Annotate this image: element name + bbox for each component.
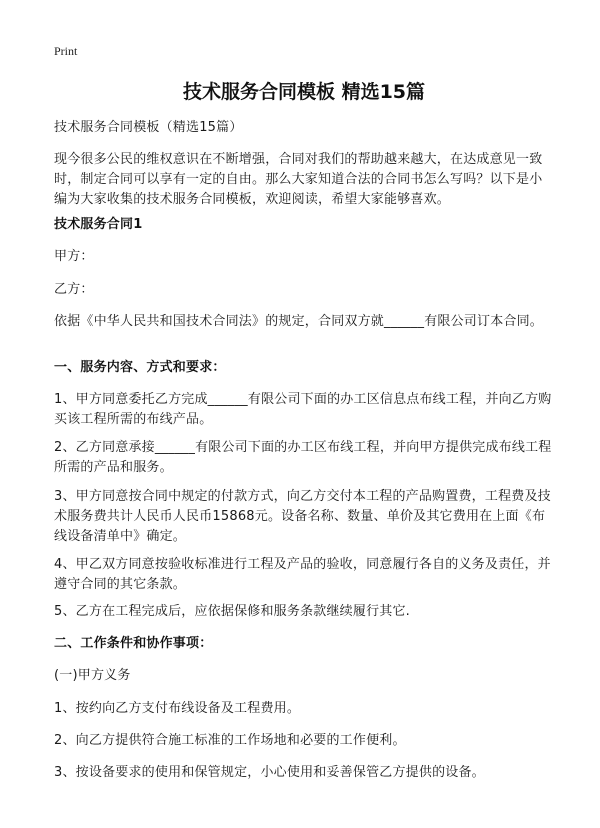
subsection-heading: (一)甲方义务 <box>54 668 131 683</box>
subtitle: 技术服务合同模板（精选15篇） <box>54 120 243 135</box>
page-title: 技术服务合同模板 精选15篇 <box>182 81 426 103</box>
clause-1-5: 5、乙方在工程完成后，应依据保修和服务条款继续履行其它. <box>54 604 411 619</box>
section-heading-1: 一、服务内容、方式和要求： <box>54 360 226 375</box>
contract-heading: 技术服务合同1 <box>54 217 143 232</box>
duty-3: 3、按设备要求的使用和保管规定，小心使用和妥善保管乙方提供的设备。 <box>54 765 485 780</box>
duty-1: 1、按约向乙方支付布线设备及工程费用。 <box>54 701 301 716</box>
basis-paragraph: 依据《中华人民共和国技术合同法》的规定，合同双方就______有限公司订本合同。 <box>54 314 544 329</box>
intro-paragraph: 现今很多公民的维权意识在不断增强，合同对我们的帮助越来越大，在达成意见一致时，制定合同可以享有一定的自由。那么大家知道合法的合同书怎么写吗？以下是小编为大家收集的技术服务合同模板，欢迎阅读，希望大家能够喜欢。 <box>54 152 543 207</box>
section-heading-2: 二、工作条件和协作事项： <box>54 636 213 651</box>
party-b-line: 乙方： <box>54 282 94 297</box>
clause-1-3: 3、甲方同意按合同中规定的付款方式，向乙方交付本工程的产品购置费，工程费及技术服务费共计人民币人民币15868元。设备名称、数量、单价及其它费用在上面《布线设备清单中》确定。 <box>54 489 551 544</box>
clause-1-2: 2、乙方同意承接______有限公司下面的办工区布线工程，并向甲方提供完成布线工程所需的产品和服务。 <box>54 440 552 475</box>
clause-1-1: 1、甲方同意委托乙方完成______有限公司下面的办工区信息点布线工程，并向乙方购买该工程所需的布线产品。 <box>54 392 552 427</box>
print-link[interactable]: Print <box>54 44 78 58</box>
duty-2: 2、向乙方提供符合施工标准的工作场地和必要的工作便利。 <box>54 733 406 748</box>
clause-1-4: 4、甲乙双方同意按验收标准进行工程及产品的验收，同意履行各自的义务及责任，并遵守合同的其它条款。 <box>54 557 551 592</box>
party-a-line: 甲方： <box>54 249 94 264</box>
